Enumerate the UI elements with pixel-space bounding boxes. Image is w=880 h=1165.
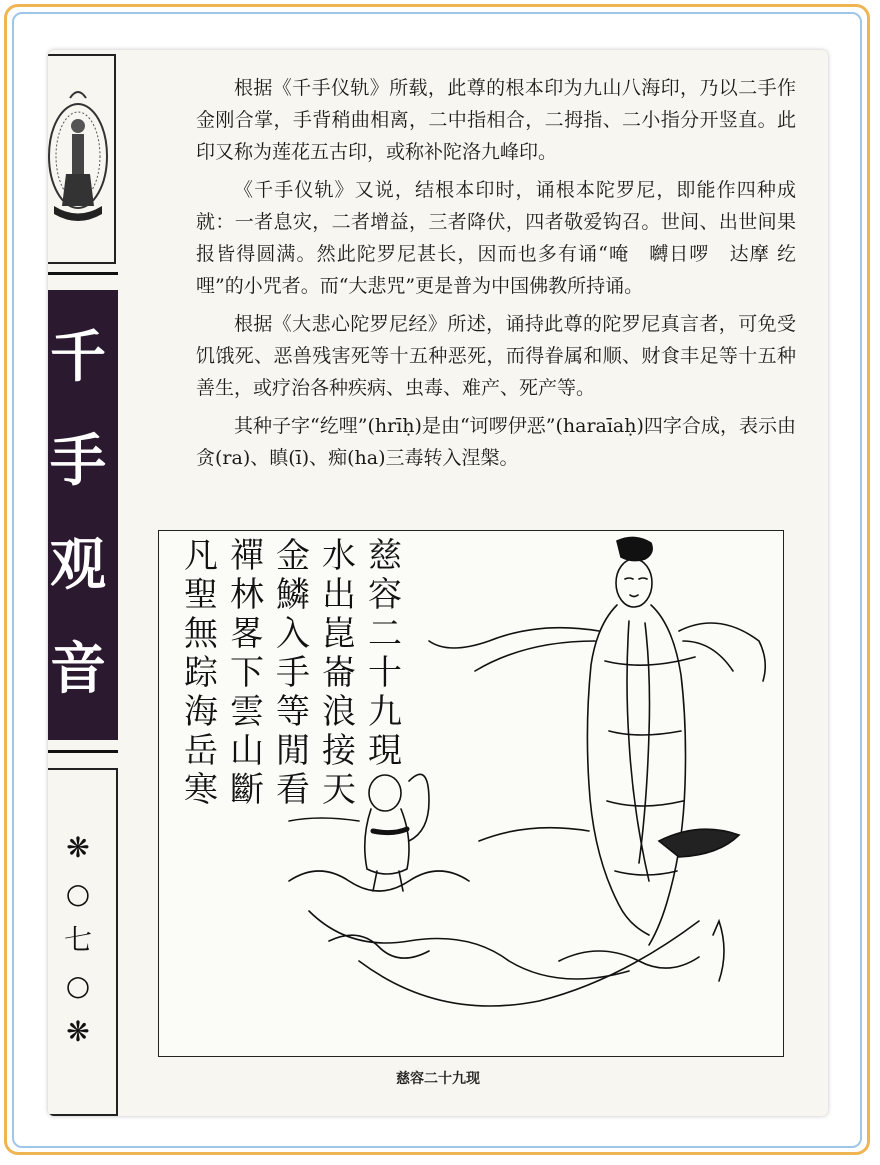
paragraph: 《千手仪轨》又说，结根本印时，诵根本陀罗尼，即能作四种成就：一者息灾，二者增益，三者降伏，四者敬爱钩召。世间、出世间果报皆得圆满。然此陀罗尼甚长，因而也多有诵“唵 嚩日啰 达摩 纥哩”的小咒者。而“大悲咒”更是普为中国佛教所持诵。 [196, 179, 796, 297]
title-char: 手 [50, 429, 106, 494]
title-char: 千 [50, 325, 106, 390]
page-number-box [48, 768, 118, 1116]
poem-column: 金鱗入手等閒看 [276, 536, 310, 810]
spine-rule [48, 750, 118, 753]
poem-column: 水出崑崙浪接天 [322, 536, 356, 810]
poem-column: 慈容二十九現 [368, 536, 402, 771]
page-number-char: ○ [65, 969, 91, 1002]
title-char: 观 [50, 533, 106, 598]
spine-image-box [48, 54, 116, 264]
book-title-block [48, 290, 118, 740]
paragraph: 根据《千手仪轨》所载，此尊的根本印为九山八海印，乃以二手作金刚合掌，手背稍曲相离，二中指相合，二拇指、二小指分开竖直。此印又称为莲花五古印，或称补陀洛九峰印。 [196, 77, 796, 163]
guanyin-drawing [159, 531, 783, 1056]
illustration [158, 530, 784, 1057]
paragraph: 其种子字“纥哩”(hrīḥ)是由“诃啰伊恶”(haraīaḥ)四字合成，表示由贪(ra)、瞋(ī)、痴(ha)三毒转入涅槃。 [196, 415, 796, 469]
poem-column: 凡聖無踪海岳寒 [184, 536, 218, 810]
page-number-char: ○ [65, 877, 91, 910]
book-page [48, 50, 828, 1116]
page-number-char: 七 [63, 923, 92, 956]
flower-mark: ❋ [66, 1015, 90, 1048]
thousand-arm-guanyin-icon [48, 56, 114, 262]
page-spine [48, 50, 120, 1116]
paragraph: 根据《大悲心陀罗尼经》所述，诵持此尊的陀罗尼真言者，可免受饥饿死、恶兽残害死等十五种恶死，而得眷属和顺、财食丰足等十五种善生，或疗治各种疾病、虫毒、难产、死产等。 [196, 313, 796, 399]
body-text [196, 72, 796, 480]
poem-column: 禪林畧下雲山斷 [230, 536, 264, 810]
figure-caption: 慈容二十九现 [396, 1071, 480, 1087]
spine-rule [48, 272, 118, 275]
title-char: 音 [50, 637, 106, 702]
flower-mark: ❋ [66, 831, 90, 864]
